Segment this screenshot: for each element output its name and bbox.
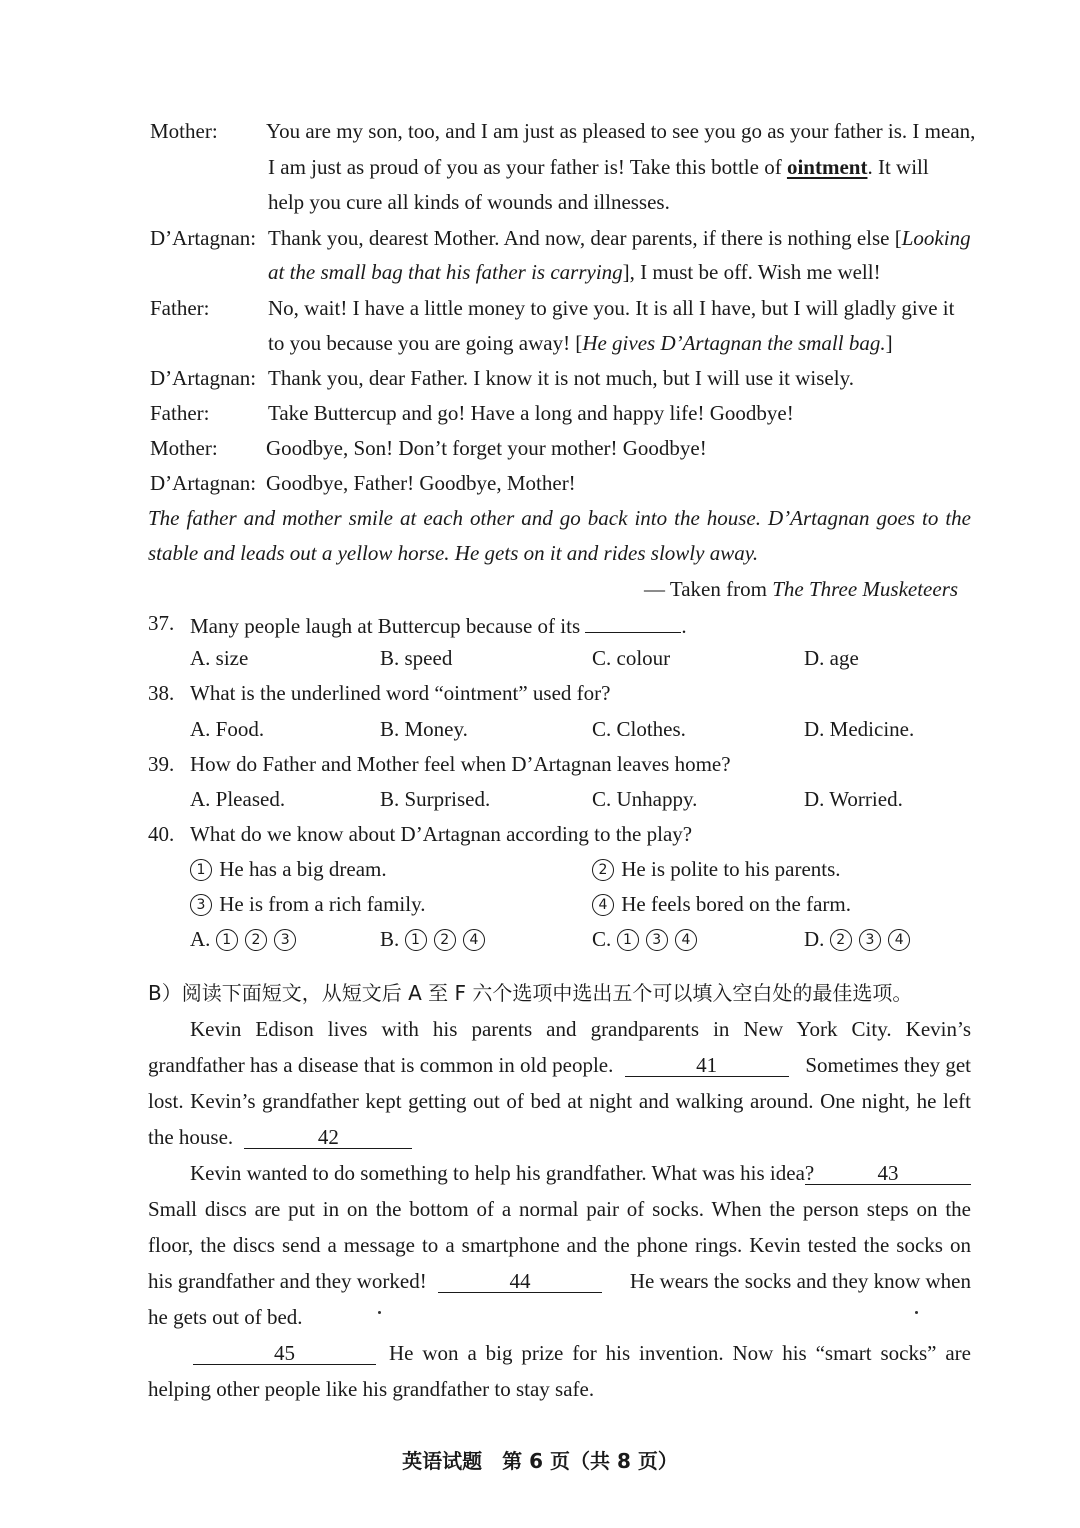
circled-number: 4 (592, 894, 614, 916)
speaker-label: D’Artagnan: (150, 471, 257, 495)
blank-42[interactable]: 42 (244, 1126, 412, 1149)
passage-line: Kevin wanted to do something to help his grandfather. What was his idea? 43 (190, 1160, 971, 1186)
question-number: 40. (148, 822, 175, 846)
speaker-label: D’Artagnan: (150, 366, 257, 390)
option-c[interactable]: C. colour (592, 646, 671, 670)
dialogue-line: Goodbye, Father! Goodbye, Mother! (266, 471, 576, 495)
question-text: How do Father and Mother feel when D’Artagnan leaves home? (190, 752, 731, 776)
option-b[interactable]: B. Surprised. (380, 787, 491, 811)
question-number: 39. (148, 752, 175, 776)
question-text: Many people laugh at Buttercup because of its . (190, 610, 687, 639)
statement-3: 3 He is from a rich family. (190, 891, 426, 917)
question-text: What do we know about D’Artagnan according to the play? (190, 822, 693, 846)
passage-line: the house. 42 (148, 1124, 412, 1150)
dialogue-line: No, wait! I have a little money to give you. It is all I have, but I will gladly give it (268, 296, 955, 320)
passage-line: grandfather has a disease that is common in old people. 41 Sometimes they get (148, 1053, 971, 1077)
statement-4: 4 He feels bored on the farm. (592, 891, 851, 917)
question-text: What is the underlined word “ointment” used for? (190, 681, 611, 705)
dialogue-line: at the small bag that his father is carrying], I must be off. Wish me well! (268, 260, 881, 284)
circled-number: 2 (592, 859, 614, 881)
dialogue-line: Thank you, dearest Mother. And now, dear parents, if there is nothing else [Looking (268, 226, 971, 250)
option-b[interactable]: B. Money. (380, 717, 468, 741)
option-a[interactable]: A. 1 2 3 (190, 926, 298, 952)
passage-line: Kevin Edison lives with his parents and grandparents in New York City. Kevin’s (190, 1017, 971, 1041)
option-d[interactable]: D. 2 3 4 (804, 926, 912, 952)
dialogue-line: help you cure all kinds of wounds and illnesses. (268, 190, 670, 214)
dialogue-line: I am just as proud of you as your father is! Take this bottle of ointment. It will (268, 155, 929, 179)
option-d[interactable]: D. age (804, 646, 859, 670)
option-a[interactable]: A. size (190, 646, 249, 670)
passage-line: helping other people like his grandfather to stay safe. (148, 1377, 595, 1401)
speaker-label: Father: (150, 296, 210, 320)
passage-line: his grandfather and they worked! 44 He wears the socks and they know when (148, 1269, 971, 1293)
statement-1: 1 He has a big dream. (190, 856, 387, 882)
page-footer: 英语试题 第 6 页（共 8 页） (402, 1449, 678, 1473)
section-b-instruction: B）阅读下面短文，从短文后 A 至 F 六个选项中选出五个可以填入空白处的最佳选项。 (148, 981, 913, 1005)
option-c[interactable]: C. 1 3 4 (592, 926, 699, 952)
dialogue-line: You are my son, too, and I am just as pleased to see you go as your father is. I mean, (266, 119, 976, 143)
dialogue-line: Thank you, dear Father. I know it is not much, but I will use it wisely. (268, 366, 854, 390)
speaker-label: Mother: (150, 119, 218, 143)
dialogue-line: to you because you are going away! [He gives D’Artagnan the small bag.] (268, 331, 893, 355)
blank-44[interactable]: 44 (438, 1270, 602, 1293)
option-b[interactable]: B. speed (380, 646, 453, 670)
passage-line: lost. Kevin’s grandfather kept getting out of bed at night and walking around. One night, he left (148, 1089, 971, 1113)
blank-45[interactable]: 45 (193, 1342, 376, 1365)
source-citation: — Taken from The Three Musketeers (644, 577, 959, 601)
question-number: 38. (148, 681, 175, 705)
stray-dot (915, 1311, 918, 1314)
option-d[interactable]: D. Medicine. (804, 717, 915, 741)
speaker-label: Father: (150, 401, 210, 425)
dialogue-line: Take Buttercup and go! Have a long and happy life! Goodbye! (268, 401, 794, 425)
passage-line: 45 He won a big prize for his invention. Now his “smart socks” are (193, 1340, 971, 1366)
statement-2: 2 He is polite to his parents. (592, 856, 841, 882)
dialogue-line: Goodbye, Son! Don’t forget your mother! Goodbye! (266, 436, 707, 460)
option-a[interactable]: A. Food. (190, 717, 265, 741)
option-c[interactable]: C. Clothes. (592, 717, 686, 741)
passage-line: Small discs are put in on the bottom of a normal pair of socks. When the person steps on the (148, 1197, 971, 1221)
option-c[interactable]: C. Unhappy. (592, 787, 698, 811)
stray-dot (378, 1311, 381, 1314)
speaker-label: Mother: (150, 436, 218, 460)
option-b[interactable]: B. 1 2 4 (380, 926, 487, 952)
circled-number: 3 (190, 894, 212, 916)
passage-line: he gets out of bed. (148, 1305, 303, 1329)
option-a[interactable]: A. Pleased. (190, 787, 286, 811)
stage-direction-1: The father and mother smile at each other and go back into the house. D’Artagnan goes to the (148, 506, 971, 530)
speaker-label: D’Artagnan: (150, 226, 257, 250)
underlined-word-ointment: ointment (786, 155, 868, 179)
circled-number: 1 (190, 859, 212, 881)
passage-line: floor, the discs send a message to a smartphone and the phone rings. Kevin tested the socks on (148, 1233, 971, 1257)
blank-43[interactable]: 43 (805, 1162, 971, 1185)
option-d[interactable]: D. Worried. (804, 787, 903, 811)
answer-blank[interactable] (585, 610, 681, 633)
question-number: 37. (148, 611, 175, 635)
blank-41[interactable]: 41 (625, 1054, 789, 1077)
stage-direction-2: stable and leads out a yellow horse. He gets on it and rides slowly away. (148, 541, 759, 565)
